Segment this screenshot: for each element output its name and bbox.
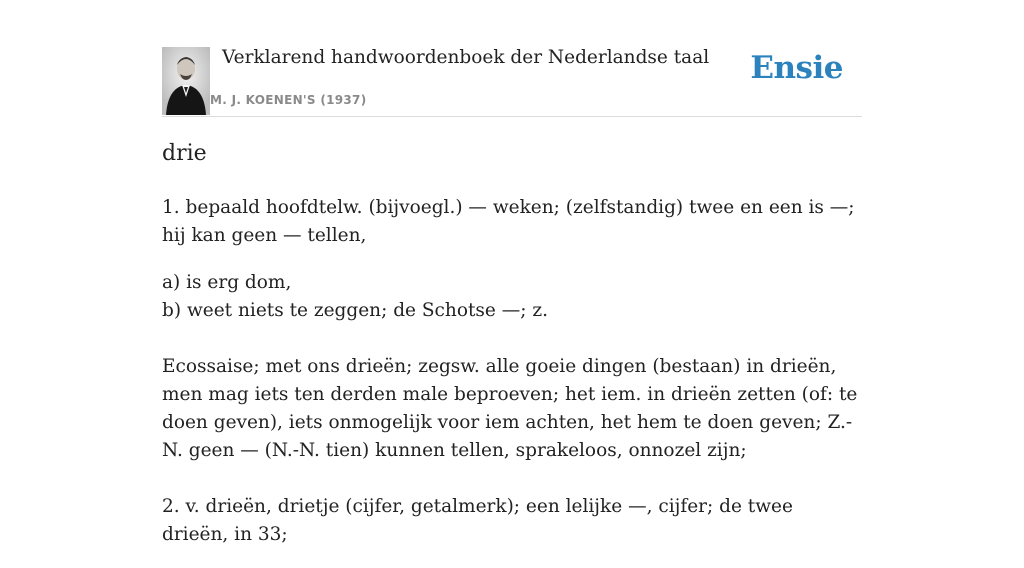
portrait-graphic — [162, 47, 210, 115]
author-portrait-icon — [162, 47, 210, 115]
author-line: M. J. KOENEN'S (1937) — [210, 93, 367, 107]
dictionary-header — [162, 0, 862, 117]
entry-definition-1: 1. bepaald hoofdtelw. (bijvoegl.) — weken; (zelfstandig) twee en een is —; hij kan geen — tellen, — [162, 197, 855, 246]
entry-headword: drie — [162, 141, 207, 166]
entry-subdefinition-a: a) is erg dom, — [162, 272, 292, 293]
entry-definition-2: 2. v. drieën, drietje (cijfer, getalmerk); een lelijke —, cijfer; de twee drieën, in 33; — [162, 496, 793, 545]
ensie-brand-link[interactable]: Ensie — [750, 50, 843, 86]
entry-subdefinition-b: b) weet niets te zeggen; de Schotse —; z. — [162, 300, 548, 321]
dictionary-entry — [162, 138, 862, 568]
book-title: Verklarend handwoordenboek der Nederlandse taal — [222, 47, 710, 68]
entry-definition-continued: Ecossaise; met ons drieën; zegsw. alle goeie dingen (bestaan) in drieën, men mag iets ten derden male beproeven; het iem. in drieën zetten (of: te doen geven), iets onmogelijk voor iem achten, het hem te doen geven; Z.-N. geen — (N.-N. tien) kunnen tellen, sprakeloos, onnozel zijn; — [162, 356, 858, 461]
